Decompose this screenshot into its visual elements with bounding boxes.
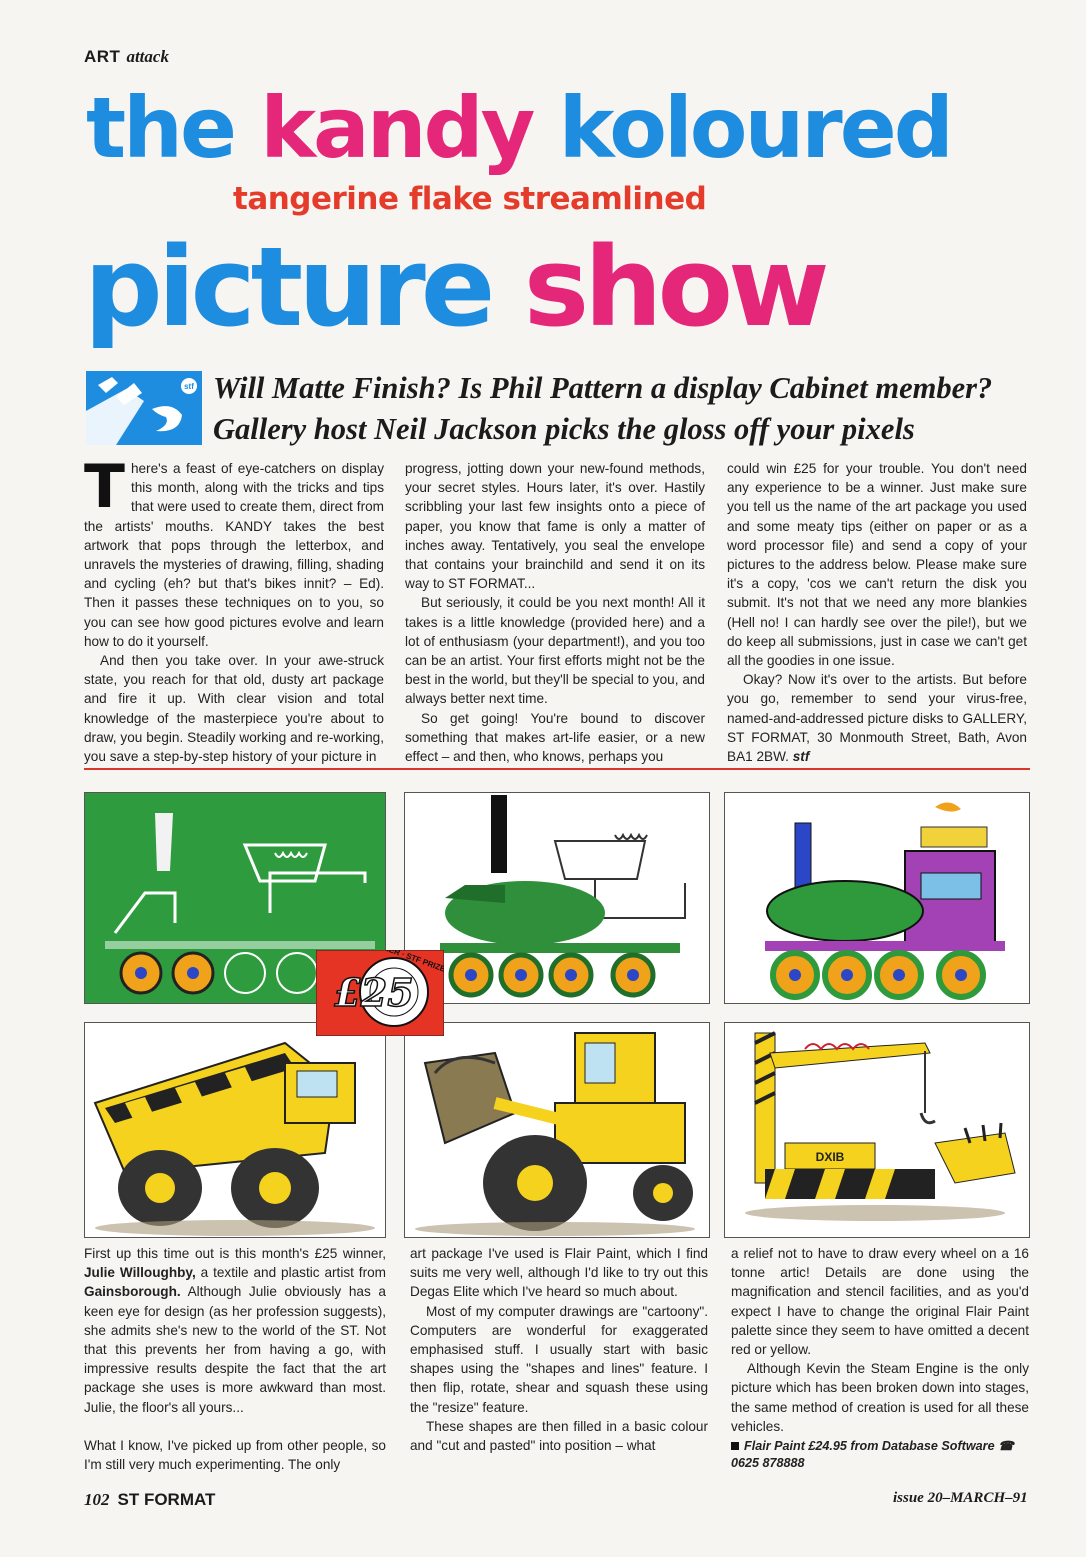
text-span: a textile and plastic artist from	[200, 1265, 386, 1281]
section-label	[84, 47, 169, 67]
intro-column-1	[84, 452, 384, 766]
artist-name: Julie Willoughby,	[84, 1265, 196, 1281]
badge-ring-text: · STF PRIZE	[400, 950, 444, 974]
steam-engine-final	[724, 792, 1030, 1004]
paragraph: Okay? Now it's over to the artists. But before you go, remember to send your virus-free, named-and-addressed picture disks to GALLERY, ST FORMAT, 30 Monmouth Street, Bath, Avon BA1 2BW.	[727, 672, 1027, 765]
magazine-name: ST FORMAT	[117, 1490, 216, 1509]
prize-badge	[316, 950, 444, 1036]
paint-logo-icon	[86, 371, 202, 445]
headline-word: show	[523, 223, 825, 351]
product-credit: Flair Paint £24.95 from Database Software ☎ 0625 878888	[731, 1439, 1014, 1471]
text-span: First up this time out is this month's £25 winner,	[84, 1246, 386, 1261]
headline-word: picture	[84, 223, 491, 351]
steam-engine-stage-2	[404, 792, 710, 1004]
intro-column-2	[405, 459, 705, 766]
paragraph: These shapes are then filled in a basic colour and "cut and pasted" into position – what	[410, 1418, 708, 1454]
bullet-icon	[731, 1442, 739, 1450]
paragraph: Most of my computer drawings are "cartoony". Computers are wonderful for exaggerated emphasised stuff. I usually start with basic shapes using the "shapes and lines" feature. I then flip, rotate, shear and squash these using the "resize" feature.	[410, 1303, 708, 1415]
issue-date: issue 20–MARCH–91	[893, 1490, 1028, 1506]
text-span: Although Julie obviously has a keen eye for design (as her profession suggests), she admits she's new to the world of the ST. Not that this prevents her from having a go, with impressive results despite the fact that the art package she uses is more awkward than most. Julie, the floor's all yours...	[84, 1284, 386, 1415]
crane-vehicle	[724, 1022, 1030, 1238]
paragraph: What I know, I've picked up from other people, so I'm still very much experimenting. The only	[84, 1437, 386, 1473]
vehicle-plate: DXIB	[815, 1150, 845, 1164]
standfirst	[213, 368, 1053, 450]
headline-line-2: tangerine flake streamlined	[233, 181, 707, 217]
body-column-3	[731, 1244, 1029, 1472]
headline-line-1	[86, 78, 951, 178]
section-label-bold: ART	[84, 47, 121, 66]
drop-cap: T	[84, 452, 125, 522]
headline-word: the	[86, 79, 234, 177]
section-label-italic: attack	[126, 47, 169, 66]
paragraph: here's a feast of eye-catchers on display this month, along with the tricks and tips that were used to create them, direct from the artists' mouths. KANDY takes the best artwork that pops through the letterbox, and unravels the mysteries of drawing, filling, shading and cycling (eh? but that's bikes innit? – Ed). Then it passes these techniques on to you, so you can see how good pictures evolve and learn how to do it yourself.	[84, 461, 384, 649]
paragraph: Although Kevin the Steam Engine is the only picture which has been broken down into stages, the same method of creation is used for all these vehicles.	[731, 1361, 1029, 1434]
headline-line-3	[84, 222, 825, 352]
headline-word: kandy	[260, 79, 533, 177]
paragraph: But seriously, it could be you next month! All it takes is a little knowledge (provided here) and a lot of enthusiasm (your department!), and you too can be an artist. Your first efforts might not be the best in the world, but they'll be special to you, and always better next time.	[405, 595, 705, 707]
body-column-2	[410, 1244, 708, 1455]
dump-truck	[84, 1022, 386, 1238]
paragraph: And then you take over. In your awe-struck state, you reach for that old, dusty art package and fire it up. With clear vision and total knowledge of the masterpiece you're about to draw, you begin. Steadily working and re-working, you save a step-by-step history of your picture in	[84, 653, 384, 765]
paragraph: a relief not to have to draw every wheel on a 16 tonne artic! Details are done using the magnification and stencil facilities, and as you'd expect I have to change the original Flair Paint palette since they seem to have omitted a decent red or yellow.	[731, 1246, 1029, 1358]
paragraph: So get going! You're bound to discover something that makes art-life easier, or a new effect – and then, who knows, perhaps you	[405, 710, 705, 765]
body-column-1	[84, 1244, 386, 1474]
folio	[84, 1490, 215, 1510]
signoff: stf	[792, 749, 810, 765]
paragraph: art package I've used is Flair Paint, which I find suits me very well, although I'd like to try out this Degas Elite which I've heard so much about.	[410, 1246, 708, 1300]
paragraph: progress, jotting down your new-found methods, your secret styles. Hours later, it's over. Hastily scribbling your last few insights onto a piece of paper, you know that fame is only a matter of inches away. Tentatively, you seal the envelope that contains your brainchild and send it on its way to ST FORMAT...	[405, 461, 705, 592]
front-loader-tractor	[404, 1022, 710, 1238]
standfirst-line: Will Matte Finish? Is Phil Pattern a display Cabinet member?	[213, 371, 993, 405]
page-number: 102	[84, 1490, 110, 1509]
standfirst-line: Gallery host Neil Jackson picks the gloss off your pixels	[213, 412, 915, 446]
badge-amount: £25	[334, 970, 414, 1015]
logo-text: stf	[184, 382, 194, 391]
divider-rule	[84, 768, 1030, 770]
intro-column-3	[727, 459, 1027, 766]
paragraph: could win £25 for your trouble. You don't need any experience to be a winner. Just make sure you tell us the name of the art package you used and some meaty tips (either on paper or as a word processor file) and send a copy of your pictures to the address below. Please make sure it's a copy, 'cos we can't return the disk you submit. It's not that we need any more blankies (Hell no! I can hardly see over the pile!), but we do keep all submissions, just in case we can't get all the goodies in one issue.	[727, 461, 1027, 669]
artist-town: Gainsborough.	[84, 1284, 181, 1300]
headline-word: koloured	[558, 79, 951, 177]
